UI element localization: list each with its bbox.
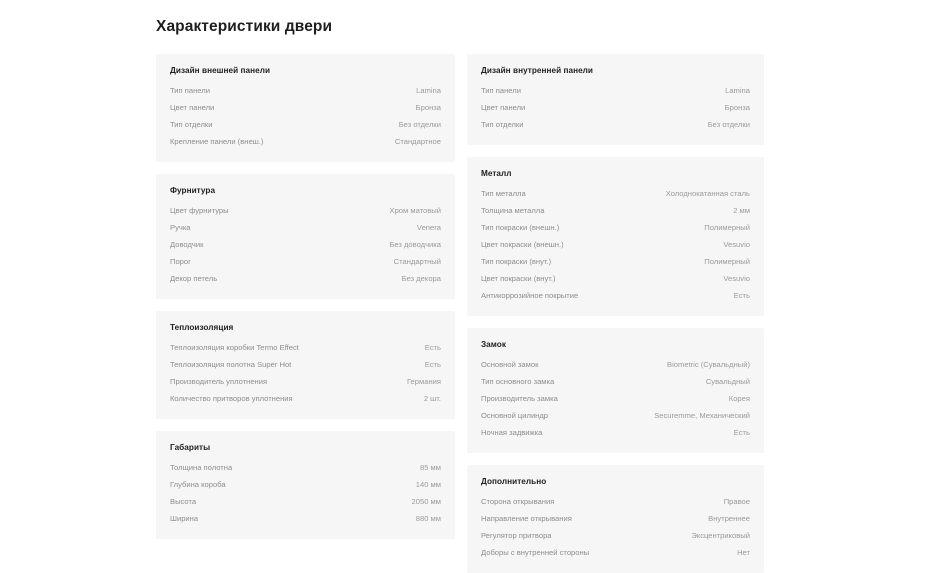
spec-row: [481, 493, 750, 510]
spec-value: Есть: [424, 360, 441, 369]
spec-label: Основной замок: [481, 360, 539, 369]
spec-card-title: Дополнительно: [481, 477, 547, 486]
spec-label: Цвет покраски (внут.): [481, 274, 556, 283]
spec-row: [481, 82, 750, 99]
spec-label: Декор петель: [170, 274, 218, 283]
spec-label: Тип основного замка: [481, 377, 555, 386]
spec-card-металл: [467, 157, 764, 316]
spec-label: Глубина короба: [170, 480, 226, 489]
spec-row: [170, 510, 441, 527]
spec-value: Стандартное: [394, 137, 441, 146]
spec-label: Антикоррозийное покрытие: [481, 291, 579, 300]
spec-value: Сувальдный: [705, 377, 750, 386]
spec-label: Крепление панели (внеш.): [170, 137, 264, 146]
spec-label: Доводчик: [170, 240, 204, 249]
spec-row: [481, 407, 750, 424]
spec-card-title: Замок: [481, 340, 506, 349]
spec-label: Ручка: [170, 223, 191, 232]
spec-row: [481, 185, 750, 202]
spec-value: Есть: [733, 428, 750, 437]
spec-value: Без доводчика: [389, 240, 441, 249]
spec-value: 2 мм: [733, 206, 750, 215]
spec-card-теплоизоляция: [156, 311, 455, 419]
spec-label: Цвет панели: [481, 103, 526, 112]
spec-card-дизайн-внешней-панели: [156, 54, 455, 162]
spec-value: Правое: [723, 497, 750, 506]
spec-value: Lamina: [416, 86, 441, 95]
spec-label: Тип панели: [481, 86, 521, 95]
spec-label: Тип отделки: [170, 120, 213, 129]
spec-label: Сторона открывания: [481, 497, 555, 506]
spec-card-замок: [467, 328, 764, 453]
spec-label: Толщина металла: [481, 206, 545, 215]
spec-value: Германия: [406, 377, 441, 386]
page-title: Характеристики двери: [156, 18, 333, 35]
spec-row: [481, 287, 750, 304]
spec-value: Без отделки: [707, 120, 750, 129]
spec-card-title: Металл: [481, 169, 512, 178]
spec-label: Тип отделки: [481, 120, 524, 129]
spec-row: [481, 544, 750, 561]
spec-value: Корея: [728, 394, 750, 403]
spec-value: Полимерный: [704, 257, 750, 266]
spec-label: Цвет панели: [170, 103, 215, 112]
spec-value: Нет: [737, 548, 750, 557]
spec-row: [170, 356, 441, 373]
spec-label: Высота: [170, 497, 197, 506]
spec-row: [481, 236, 750, 253]
spec-value: Без декора: [401, 274, 441, 283]
spec-label: Теплоизоляция полотна Super Hot: [170, 360, 292, 369]
spec-row: [170, 459, 441, 476]
spec-value: Есть: [424, 343, 441, 352]
spec-row: [481, 390, 750, 407]
spec-row: [170, 116, 441, 133]
spec-label: Цвет покраски (внешн.): [481, 240, 564, 249]
spec-row: [170, 493, 441, 510]
spec-value: Есть: [733, 291, 750, 300]
spec-label: Основной цилиндр: [481, 411, 549, 420]
spec-value: 140 мм: [415, 480, 441, 489]
spec-label: Порог: [170, 257, 191, 266]
spec-value: Стандартный: [393, 257, 441, 266]
spec-value: Без отделки: [398, 120, 441, 129]
spec-value: Biometric (Сувальдный): [667, 360, 750, 369]
spec-row: [170, 82, 441, 99]
spec-row: [170, 373, 441, 390]
spec-value: Venera: [416, 223, 441, 232]
spec-card-габариты: [156, 431, 455, 539]
spec-row: [170, 270, 441, 287]
spec-label: Направление открывания: [481, 514, 572, 523]
content-container: [156, 0, 764, 573]
spec-row: [170, 476, 441, 493]
spec-label: Производитель уплотнения: [170, 377, 268, 386]
spec-row: [481, 219, 750, 236]
spec-label: Ночная задвижка: [481, 428, 543, 437]
spec-value: Хром матовый: [389, 206, 441, 215]
specifications-columns: [156, 54, 764, 573]
spec-row: [170, 99, 441, 116]
spec-row: [481, 253, 750, 270]
spec-row: [170, 390, 441, 407]
spec-card-фурнитура: [156, 174, 455, 299]
spec-card-title: Фурнитура: [170, 186, 216, 195]
spec-value: Холоднокатанная сталь: [665, 189, 750, 198]
spec-row: [170, 133, 441, 150]
spec-row: [481, 270, 750, 287]
spec-label: Доборы с внутренней стороны: [481, 548, 590, 557]
spec-label: Тип панели: [170, 86, 210, 95]
spec-label: Цвет фурнитуры: [170, 206, 229, 215]
spec-card-дополнительно: [467, 465, 764, 573]
spec-label: Производитель замка: [481, 394, 558, 403]
spec-row: [481, 373, 750, 390]
spec-row: [170, 236, 441, 253]
spec-label: Количество притворов уплотнения: [170, 394, 293, 403]
spec-label: Ширина: [170, 514, 199, 523]
spec-label: Тип покраски (внут.): [481, 257, 552, 266]
spec-value: Securemme, Механический: [654, 411, 750, 420]
spec-label: Регулятор притвора: [481, 531, 552, 540]
spec-value: 2050 мм: [411, 497, 441, 506]
spec-value: Эксцентриковый: [691, 531, 750, 540]
spec-row: [481, 527, 750, 544]
spec-row: [170, 253, 441, 270]
spec-value: 85 мм: [420, 463, 441, 472]
spec-card-title: Дизайн внешней панели: [170, 66, 271, 75]
spec-label: Тип металла: [481, 189, 526, 198]
spec-value: Vesuvio: [723, 240, 750, 249]
spec-row: [481, 510, 750, 527]
spec-value: Vesuvio: [723, 274, 750, 283]
left-column: [156, 54, 455, 573]
spec-card-title: Габариты: [170, 443, 211, 452]
spec-value: Lamina: [725, 86, 750, 95]
spec-value: 2 шт.: [423, 394, 441, 403]
spec-value: 880 мм: [415, 514, 441, 523]
spec-label: Тип покраски (внешн.): [481, 223, 560, 232]
spec-value: Полимерный: [704, 223, 750, 232]
spec-row: [481, 99, 750, 116]
spec-row: [481, 116, 750, 133]
spec-row: [170, 202, 441, 219]
spec-row: [481, 356, 750, 373]
spec-value: Бронза: [724, 103, 750, 112]
spec-value: Внутреннее: [708, 514, 750, 523]
spec-row: [170, 219, 441, 236]
spec-card-title: Дизайн внутренней панели: [481, 66, 594, 75]
spec-card-дизайн-внутренней-панели: [467, 54, 764, 145]
spec-row: [481, 424, 750, 441]
spec-label: Толщина полотна: [170, 463, 233, 472]
right-column: [467, 54, 764, 573]
spec-row: [170, 339, 441, 356]
spec-label: Теплоизоляция коробки Termo Effect: [170, 343, 299, 352]
spec-row: [481, 202, 750, 219]
spec-value: Бронза: [415, 103, 441, 112]
spec-card-title: Теплоизоляция: [170, 323, 234, 332]
